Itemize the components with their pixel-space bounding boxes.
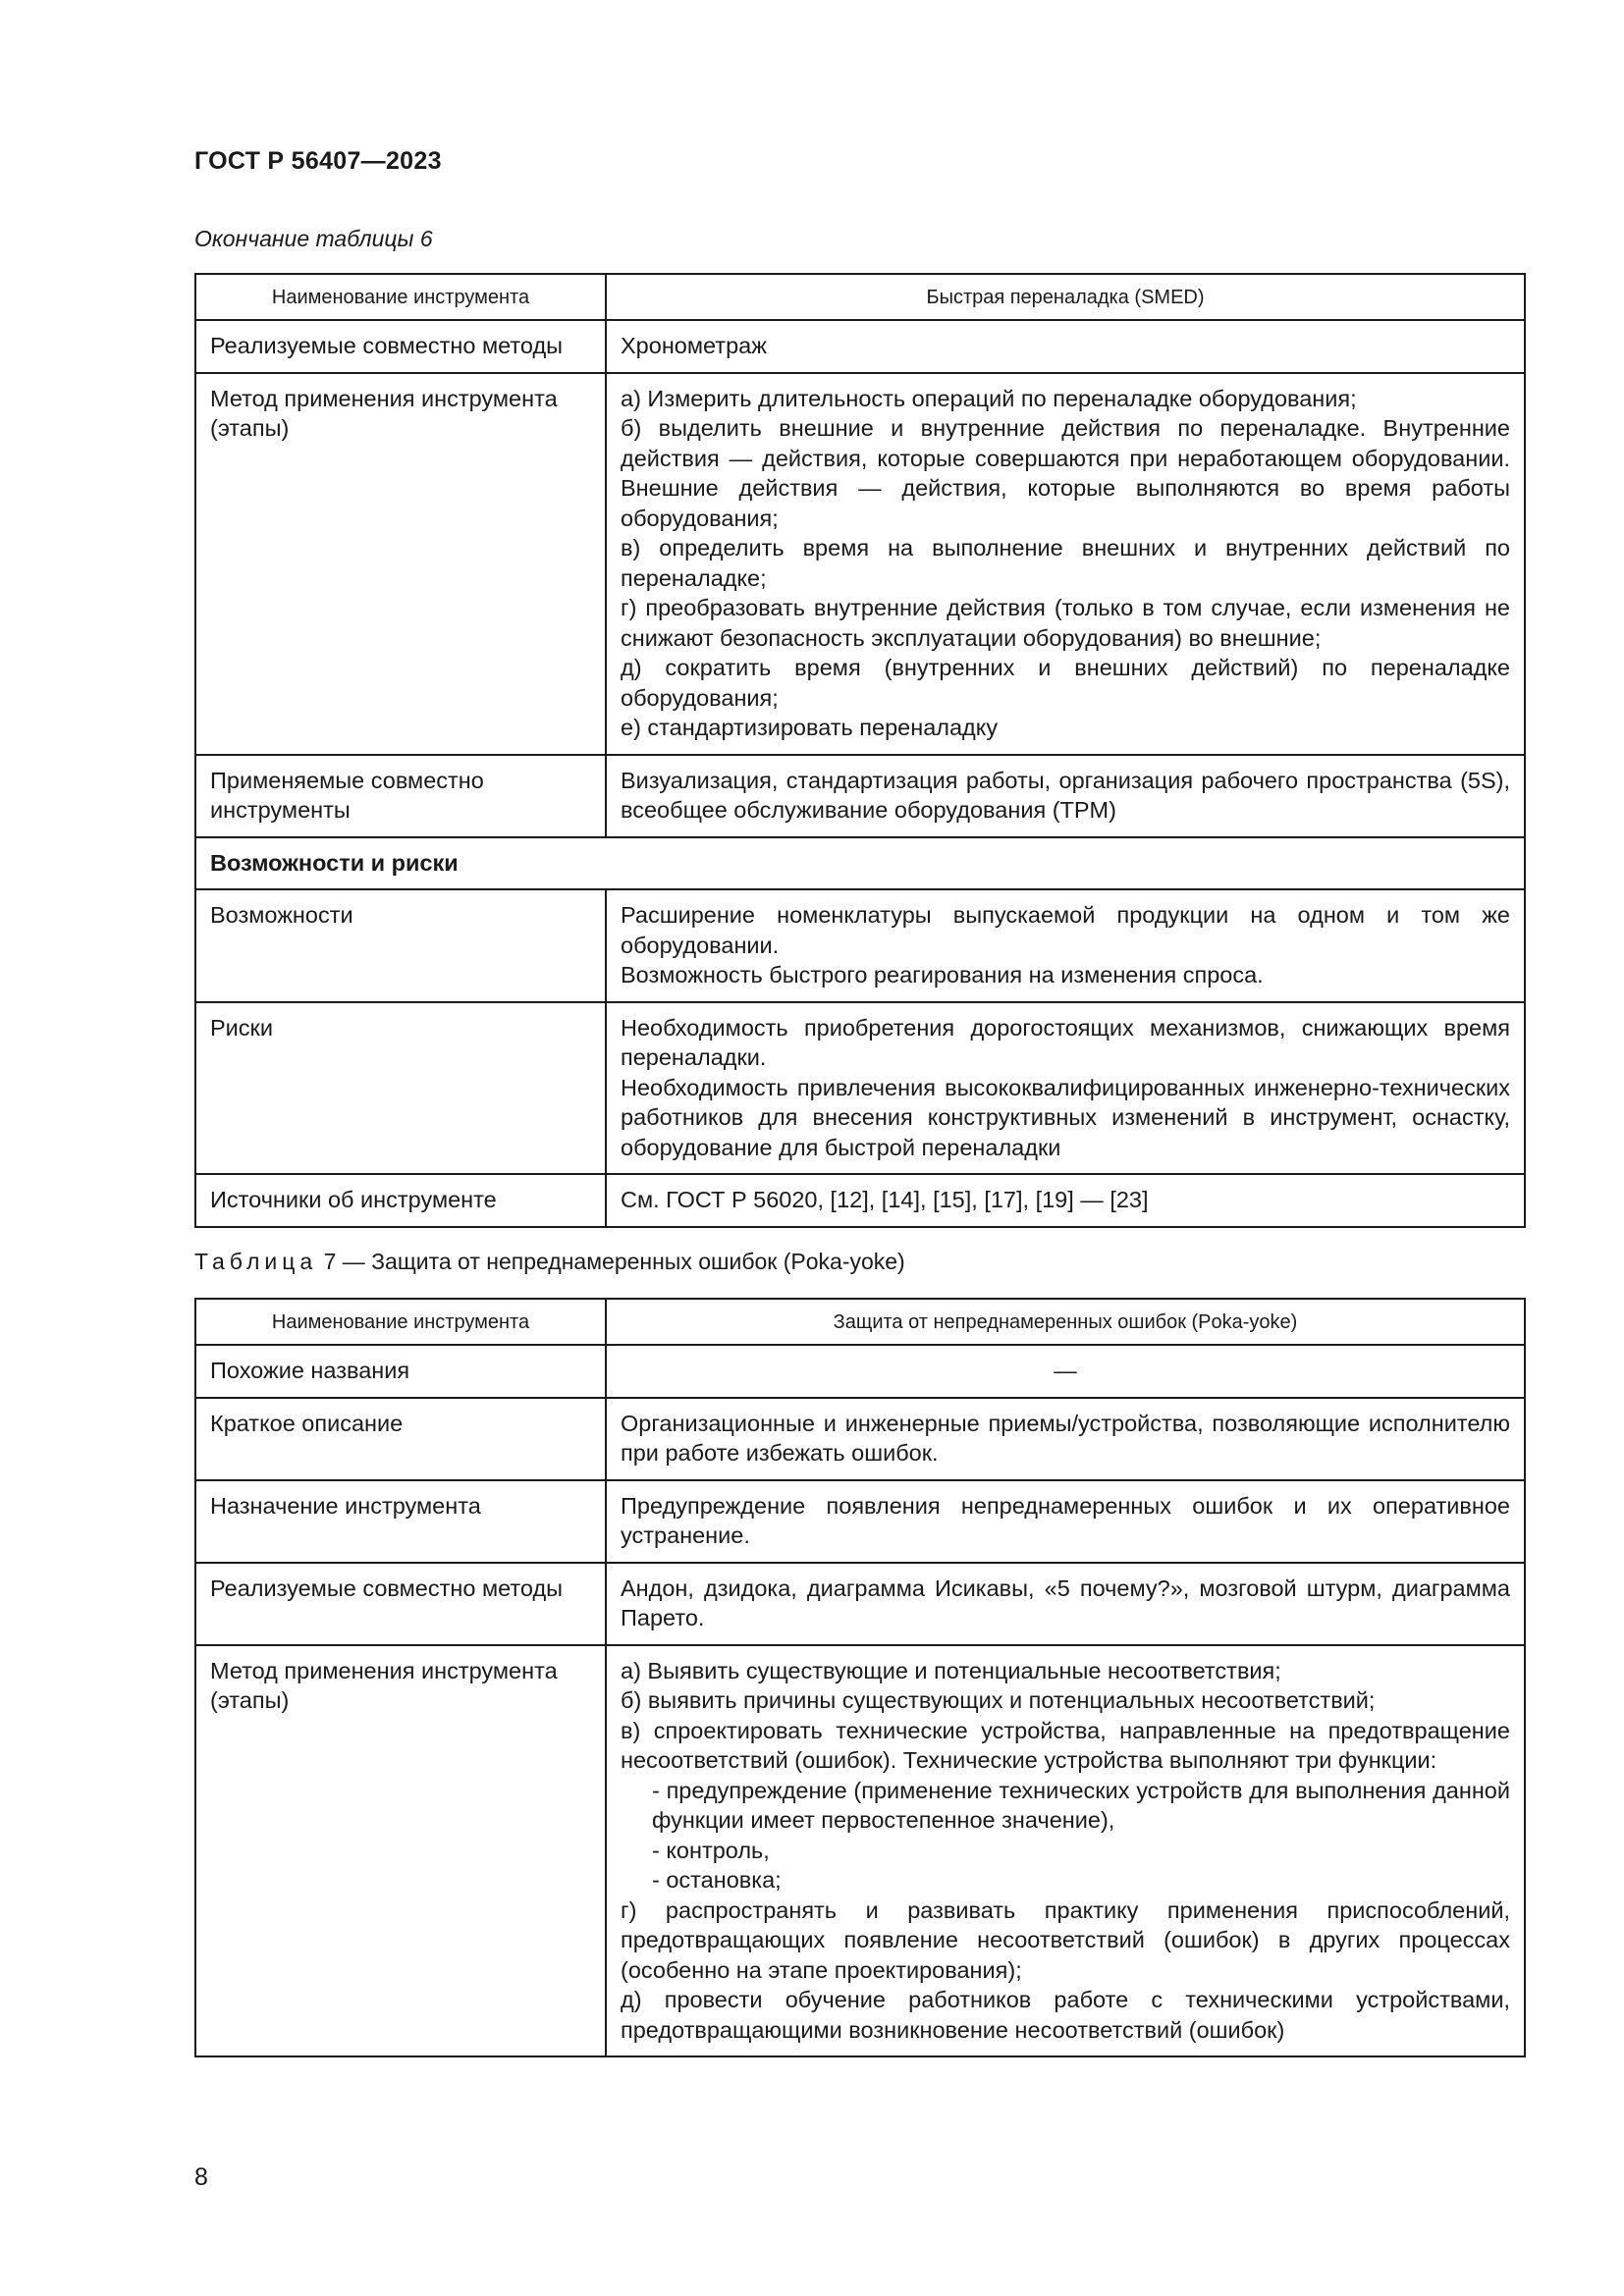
table7 — [194, 1298, 1526, 2057]
header-cell: Быстрая переналадка (SMED) — [606, 274, 1525, 320]
table-row — [195, 755, 1525, 837]
row-value: Предупреждение появления непреднамеренных ошибок и их оперативное устранение. — [606, 1480, 1525, 1563]
sub-list-item: - остановка; — [652, 1867, 782, 1893]
list-item: б) выявить причины существующих и потенциальных несоответствий; — [621, 1687, 1376, 1713]
row-label: Применяемые совместно инструменты — [195, 755, 606, 837]
row-value — [606, 889, 1525, 1002]
list-item: в) спроектировать технические устройства, направленные на предотвращение несоответствий (ошибок). Технические устройства выполняют три функции: — [621, 1717, 1510, 1773]
list-item: д) провести обучение работников работе с техническими устройствами, предотвращающими возникновение несоответствий (ошибок) — [621, 1987, 1510, 2043]
header-cell: Защита от непреднамеренных ошибок (Poka-yoke) — [606, 1299, 1525, 1345]
header-cell: Наименование инструмента — [195, 274, 606, 320]
row-label: Реализуемые совместно методы — [195, 320, 606, 373]
table-header-row — [195, 1299, 1525, 1345]
row-label: Похожие названия — [195, 1345, 606, 1398]
table-row — [195, 320, 1525, 373]
header-cell: Наименование инструмента — [195, 1299, 606, 1345]
row-label: Источники об инструменте — [195, 1174, 606, 1227]
row-value: Андон, дзидока, диаграмма Исикавы, «5 почему?», мозговой штурм, диаграмма Парето. — [606, 1563, 1525, 1645]
row-label: Возможности — [195, 889, 606, 1002]
table7-caption-title: 7 — Защита от непреднамеренных ошибок (Poka-yoke) — [317, 1249, 905, 1274]
row-label: Метод применения инструмента (этапы) — [195, 373, 606, 755]
row-value: Хронометраж — [606, 320, 1525, 373]
sub-list-item: - контроль, — [652, 1837, 770, 1863]
sub-list-item: - предупреждение (применение технических устройств для выполнения данной функции имеет первостепенное значение), — [652, 1777, 1510, 1833]
list-item: а) Измерить длительность операций по переналадке оборудования; — [621, 385, 1357, 411]
table-row — [195, 889, 1525, 1002]
row-value: — — [606, 1345, 1525, 1398]
row-label: Краткое описание — [195, 1398, 606, 1480]
list-item: Необходимость привлечения высококвалифицированных инженерно-технических работников для внесения конструктивных изменений в инструмент, оснастку, оборудование для быстрой переналадки — [621, 1074, 1510, 1160]
section-heading: Возможности и риски — [195, 837, 1525, 890]
table-row — [195, 1345, 1525, 1398]
page-number: 8 — [194, 2163, 208, 2191]
table-header-row — [195, 274, 1525, 320]
row-value — [606, 373, 1525, 755]
list-item: Расширение номенклатуры выпускаемой продукции на одном и том же оборудовании. — [621, 902, 1510, 958]
table7-caption — [194, 1249, 905, 1275]
table-section-row — [195, 837, 1525, 890]
list-item: в) определить время на выполнение внешних и внутренних действий по переналадке; — [621, 535, 1510, 591]
row-value: Визуализация, стандартизация работы, организация рабочего пространства (5S), всеобщее обслуживание оборудования (TPM) — [606, 755, 1525, 837]
table-row — [195, 1002, 1525, 1175]
table6-caption: Окончание таблицы 6 — [194, 226, 433, 251]
row-label: Реализуемые совместно методы — [195, 1563, 606, 1645]
table7-caption-word: Таблица — [194, 1249, 318, 1274]
table-row — [195, 1645, 1525, 2057]
list-item: е) стандартизировать переналадку — [621, 715, 999, 740]
list-item: г) распространять и развивать практику применения приспособлений, предотвращающих появление несоответствий (ошибок) в других процессах (особенно на этапе проектирования); — [621, 1896, 1510, 1983]
row-label: Назначение инструмента — [195, 1480, 606, 1563]
list-item: г) преобразовать внутренние действия (только в том случае, если изменения не снижают безопасность эксплуатации оборудования) во внешние; — [621, 595, 1510, 651]
list-item: б) выделить внешние и внутренние действия по переналадке. Внутренние действия — действия, которые совершаются при неработающем оборудовании. Внешние действия — действия, которые выполняются во время работы оборудования; — [621, 415, 1510, 531]
row-value — [606, 1645, 1525, 2057]
row-value: См. ГОСТ Р 56020, [12], [14], [15], [17], [19] — [23] — [606, 1174, 1525, 1227]
table6 — [194, 273, 1526, 1228]
table-row — [195, 1563, 1525, 1645]
table-row — [195, 1398, 1525, 1480]
list-item: д) сократить время (внутренних и внешних действий) по переналадке оборудования; — [621, 655, 1510, 711]
table-row — [195, 373, 1525, 755]
document-header: ГОСТ Р 56407—2023 — [194, 147, 442, 175]
list-item: а) Выявить существующие и потенциальные несоответствия; — [621, 1657, 1281, 1683]
table-row — [195, 1174, 1525, 1227]
row-label: Метод применения инструмента (этапы) — [195, 1645, 606, 2057]
list-item: Необходимость приобретения дорогостоящих механизмов, снижающих время переналадки. — [621, 1014, 1510, 1070]
row-value: Организационные и инженерные приемы/устройства, позволяющие исполнителю при работе избежать ошибок. — [606, 1398, 1525, 1480]
row-label: Риски — [195, 1002, 606, 1175]
row-value — [606, 1002, 1525, 1175]
table-row — [195, 1480, 1525, 1563]
list-item: Возможность быстрого реагирования на изменения спроса. — [621, 962, 1264, 988]
